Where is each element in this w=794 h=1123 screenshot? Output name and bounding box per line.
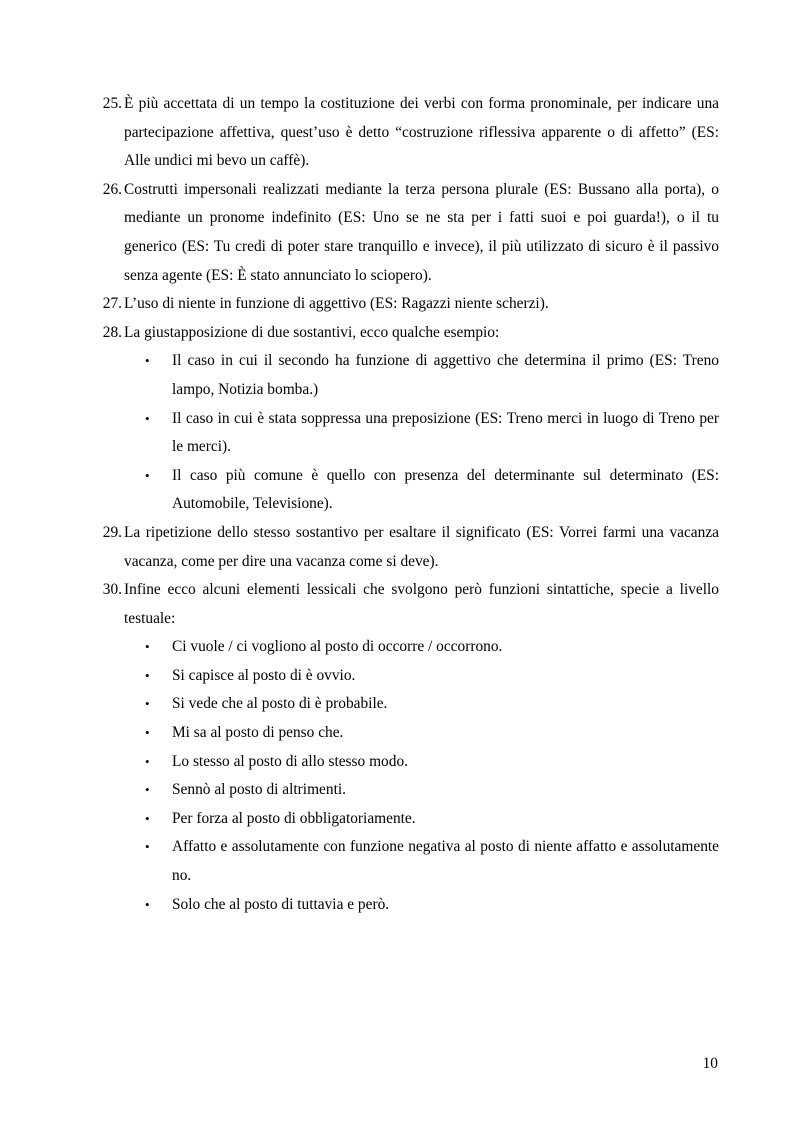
bullet-list	[124, 633, 719, 919]
item-number: 28.	[102, 323, 122, 341]
bullet-item	[124, 690, 719, 719]
bullet-item	[124, 748, 719, 777]
bullet-text: Mi sa al posto di penso che.	[172, 724, 344, 742]
bullet-item	[124, 776, 719, 805]
bullet-icon: •	[145, 353, 150, 369]
numbered-list	[92, 90, 719, 919]
item-text: L’uso di niente in funzione di aggettivo (ES: Ragazzi niente scherzi).	[124, 295, 549, 313]
item-number: 30.	[102, 581, 122, 599]
list-item	[92, 90, 719, 176]
bullet-item	[124, 633, 719, 662]
bullet-icon: •	[145, 696, 150, 712]
bullet-text: Affatto e assolutamente con funzione negativa al posto di niente affatto e assolutamente no.	[172, 838, 719, 885]
item-number: 29.	[102, 523, 122, 541]
bullet-item	[124, 347, 719, 404]
bullet-icon: •	[145, 896, 150, 912]
bullet-icon: •	[145, 667, 150, 683]
bullet-item	[124, 662, 719, 691]
list-item	[92, 519, 719, 576]
bullet-icon: •	[145, 782, 150, 798]
item-text: Infine ecco alcuni elementi lessicali che svolgono però funzioni sintattiche, specie a livello testuale:	[124, 581, 719, 627]
item-number: 27.	[102, 295, 122, 313]
item-text: È più accettata di un tempo la costituzione dei verbi con forma pronominale, per indicare una partecipazione affettiva, quest’uso è detto “costruzione riflessiva apparente o di affetto” (ES: Alle undici mi bevo un caffè).	[124, 95, 719, 170]
bullet-text: Solo che al posto di tuttavia e però.	[172, 895, 390, 913]
bullet-text: Il caso in cui è stata soppressa una preposizione (ES: Treno merci in luogo di Treno per le merci).	[172, 409, 719, 456]
bullet-item	[124, 719, 719, 748]
list-item	[92, 176, 719, 290]
bullet-text: Lo stesso al posto di allo stesso modo.	[172, 752, 408, 770]
bullet-text: Si capisce al posto di è ovvio.	[172, 666, 356, 684]
list-item	[92, 319, 719, 519]
bullet-item	[124, 405, 719, 462]
bullet-item	[124, 891, 719, 920]
bullet-icon: •	[145, 810, 150, 826]
item-number: 25.	[102, 95, 122, 112]
bullet-icon: •	[145, 467, 150, 483]
page-number: 10	[702, 1055, 718, 1072]
bullet-icon: •	[145, 410, 150, 426]
bullet-list	[124, 347, 719, 519]
item-number: 26.	[102, 180, 122, 198]
bullet-text: Per forza al posto di obbligatoriamente.	[172, 809, 416, 827]
list-item	[92, 290, 719, 319]
list-item	[92, 576, 719, 919]
item-text: La ripetizione dello stesso sostantivo per esaltare il significato (ES: Vorrei farmi una vacanza vacanza, come per dire una vacanza come si deve).	[124, 523, 719, 570]
bullet-icon: •	[145, 639, 150, 655]
bullet-text: Sennò al posto di altrimenti.	[172, 781, 346, 799]
item-text: Costrutti impersonali realizzati mediante la terza persona plurale (ES: Bussano alla porta), o mediante un pronome indefinito (ES: Uno se ne sta per i fatti suoi e poi guarda!), o il tu generico (ES: Tu credi di poter stare tranquillo e invece), il più utilizzato di sicuro è il passivo senza agente (ES: È stato annunciato lo sciopero).	[124, 180, 719, 284]
bullet-icon: •	[145, 753, 150, 769]
bullet-text: Ci vuole / ci vogliono al posto di occorre / occorrono.	[172, 638, 503, 656]
bullet-text: Il caso più comune è quello con presenza del determinante sul determinato (ES: Automobile, Televisione).	[172, 466, 719, 513]
bullet-text: Si vede che al posto di è probabile.	[172, 695, 388, 713]
item-text: La giustapposizione di due sostantivi, ecco qualche esempio:	[124, 323, 500, 341]
bullet-icon: •	[145, 839, 150, 855]
bullet-item	[124, 833, 719, 890]
bullet-item	[124, 462, 719, 519]
bullet-item	[124, 805, 719, 834]
bullet-text: Il caso in cui il secondo ha funzione di aggettivo che determina il primo (ES: Treno lampo, Notizia bomba.)	[172, 352, 719, 398]
bullet-icon: •	[145, 725, 150, 741]
